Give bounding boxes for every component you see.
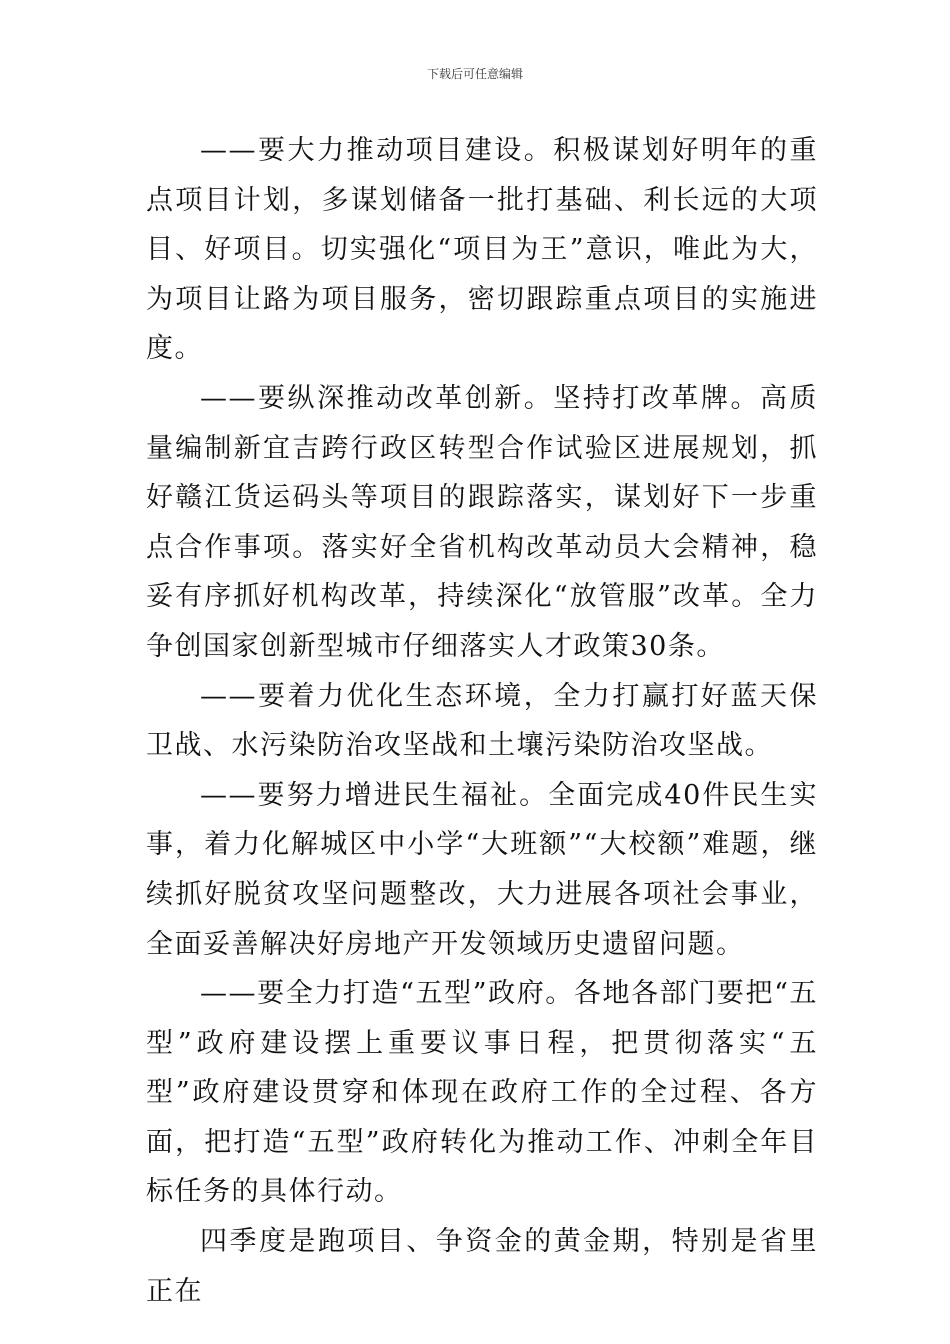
paragraph-project-construction: ——要大力推动项目建设。积极谋划好明年的重点项目计划，多谋划储备一批打基础、利长远的大项目、好项目。切实强化“项目为王”意识，唯此为大，为项目让路为项目服务，密切跟踪重点项目的实施进度。 bbox=[146, 135, 818, 365]
page-header: 下载后可任意编辑 bbox=[426, 67, 523, 81]
paragraph-ecological-environment: ——要着力优化生态环境，全力打赢打好蓝天保卫战、水污染防治攻坚战和土壤污染防治攻坚战。 bbox=[146, 680, 818, 762]
paragraph-reform-innovation: ——要纵深推动改革创新。坚持打改革牌。高质量编制新宜吉跨行政区转型合作试验区进展规划，抓好赣江货运码头等项目的跟踪落实，谋划好下一步重点合作事项。落实好全省机构改革动员大会精神，稳妥有序抓好机构改革，持续深化“放管服”改革。全力争创国家创新型城市仔细落实人才政策30条。 bbox=[146, 382, 818, 662]
document-body bbox=[146, 126, 818, 1316]
paragraph-fourth-quarter: 四季度是跑项目、争资金的黄金期，特别是省里正在 bbox=[146, 1226, 818, 1307]
paragraph-five-type-government: ——要全力打造“五型”政府。各地各部门要把“五型”政府建设摆上重要议事日程，把贯彻落实“五型”政府建设贯穿和体现在政府工作的全过程、各方面，把打造“五型”政府转化为推动工作、冲刺全年目标任务的具体行动。 bbox=[146, 978, 818, 1208]
paragraph-livelihood-welfare: ——要努力增进民生福祉。全面完成40件民生实事，着力化解城区中小学“大班额”“大校额”难题，继续抓好脱贫攻坚问题整改，大力进展各项社会事业，全面妥善解决好房地产开发领域历史遗留问题。 bbox=[146, 779, 818, 960]
